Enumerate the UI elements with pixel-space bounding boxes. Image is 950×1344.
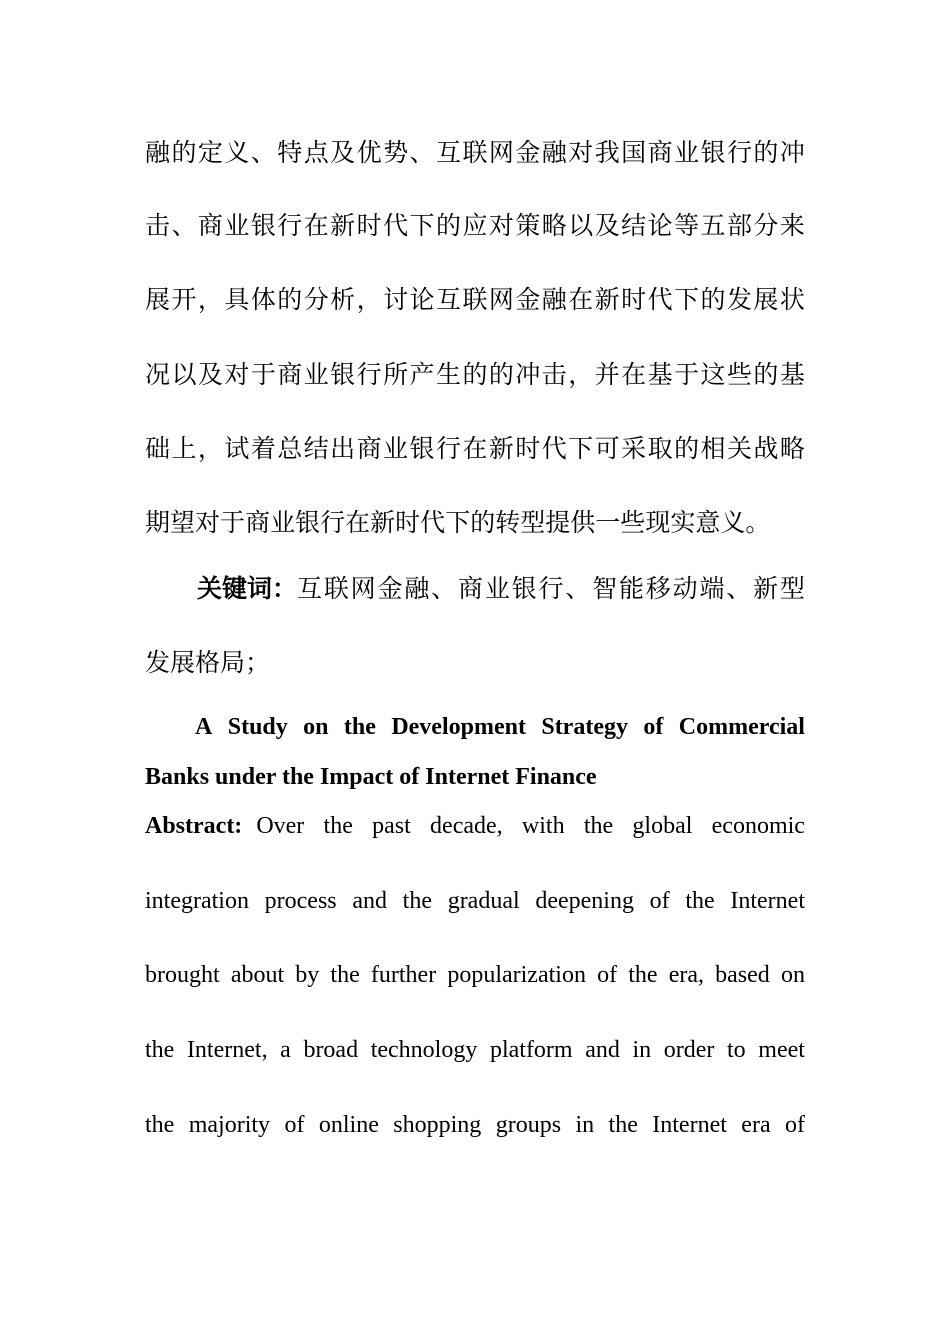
keywords-label: 关键词：	[197, 574, 298, 603]
english-abstract-line-1	[145, 811, 805, 841]
keywords-text: 互 联 网 金 融 、 商 业 银 行 、 智 能 移 动 端 、 新 型	[297, 574, 805, 603]
english-abstract-line-2: integration process and the gradual deepening of the Internet	[145, 888, 805, 914]
abstract-label: Abstract:	[145, 813, 243, 839]
cn-abstract-line-2: 击 、 商 业 银 行 在 新 时 代 下 的 应 对 策 略 以 及 结 论 等 五 部 分 来	[145, 211, 805, 240]
cn-abstract-line-3: 展 开 ， 具 体 的 分 析 ， 讨 论 互 联 网 金 融 在 新 时 代 下 的 发 展 状	[145, 285, 805, 314]
keywords-line-1	[197, 572, 805, 606]
cn-abstract-line-5: 础 上 ， 试 着 总 结 出 商 业 银 行 在 新 时 代 下 可 采 取 的 相 关 战 略	[145, 434, 805, 463]
keywords-line-2: 发展格局；	[145, 648, 271, 677]
cn-abstract-line-1: 融 的 定 义 、 特 点 及 优 势 、 互 联 网 金 融 对 我 国 商 业 银 行 的 冲	[145, 138, 805, 167]
english-abstract-line-4: the Internet, a broad technology platform and in order to meet	[145, 1037, 805, 1063]
abstract-line-1-rest: Over the past decade, with the global economic	[256, 813, 805, 839]
english-abstract-line-5: the majority of online shopping groups in the Internet era of	[145, 1112, 805, 1138]
cn-abstract-line-4: 况 以 及 对 于 商 业 银 行 所 产 生 的 的 冲 击 ， 并 在 基 于 这 些 的 基	[145, 360, 805, 389]
english-title-line-2: Banks under the Impact of Internet Finance	[145, 764, 597, 790]
english-abstract-line-3: brought about by the further popularization of the era, based on	[145, 962, 805, 988]
english-title-line-1: A Study on the Development Strategy of Commercial	[195, 714, 805, 740]
cn-abstract-line-6: 期 望 对 于 商 业 银 行 在 新 时 代 下 的 转 型 提 供 一 些 现 实 意 义 。	[145, 508, 771, 537]
